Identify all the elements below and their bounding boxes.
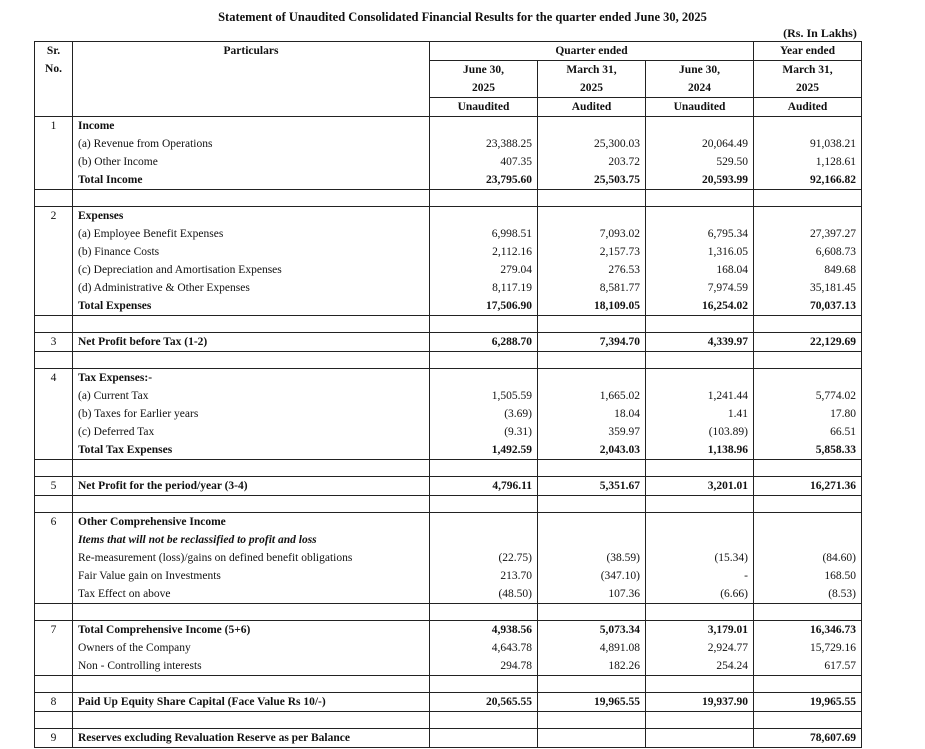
row-value: 4,796.11 <box>430 477 538 496</box>
row-label: Total Comprehensive Income (5+6) <box>73 621 430 640</box>
row-value: 70,037.13 <box>754 297 862 316</box>
row-value: 66.51 <box>754 423 862 441</box>
row-value: 254.24 <box>646 657 754 676</box>
table-row <box>35 693 862 712</box>
column-audit-status: Unaudited <box>646 98 754 117</box>
row-value: 15,729.16 <box>754 639 862 657</box>
spacer-row <box>35 712 862 729</box>
section-heading: Income <box>73 117 430 136</box>
row-label: (b) Taxes for Earlier years <box>73 405 430 423</box>
serial-number: 4 <box>35 369 73 388</box>
table-row <box>35 477 862 496</box>
row-label: Paid Up Equity Share Capital (Face Value Rs 10/-) <box>73 693 430 712</box>
row-value: 19,937.90 <box>646 693 754 712</box>
row-value: 7,974.59 <box>646 279 754 297</box>
row-value: 294.78 <box>430 657 538 676</box>
row-value: 617.57 <box>754 657 862 676</box>
row-value: 1,665.02 <box>538 387 646 405</box>
row-value: 1,316.05 <box>646 243 754 261</box>
row-value: 5,858.33 <box>754 441 862 460</box>
row-value: 16,254.02 <box>646 297 754 316</box>
table-row <box>35 549 862 567</box>
row-value: 7,394.70 <box>538 333 646 352</box>
row-value: 3,179.01 <box>646 621 754 640</box>
serial-number: 9 <box>35 729 73 748</box>
row-value: 168.50 <box>754 567 862 585</box>
row-label: Reserves excluding Revaluation Reserve as per Balance <box>73 729 430 748</box>
table-row <box>35 423 862 441</box>
row-value: 3,201.01 <box>646 477 754 496</box>
row-value: 1,505.59 <box>430 387 538 405</box>
row-label: (a) Employee Benefit Expenses <box>73 225 430 243</box>
row-value <box>538 729 646 748</box>
row-value: 168.04 <box>646 261 754 279</box>
row-label: (a) Revenue from Operations <box>73 135 430 153</box>
table-row <box>35 333 862 352</box>
row-label: (c) Depreciation and Amortisation Expenses <box>73 261 430 279</box>
row-value: 6,795.34 <box>646 225 754 243</box>
spacer-row <box>35 316 862 333</box>
row-value: 8,117.19 <box>430 279 538 297</box>
row-value: 279.04 <box>430 261 538 279</box>
row-value: 4,339.97 <box>646 333 754 352</box>
statement-title: Statement of Unaudited Consolidated Financial Results for the quarter ended June 30, 2025 <box>218 10 707 24</box>
section-subheading: Items that will not be reclassified to profit and loss <box>73 531 430 549</box>
row-value: 20,064.49 <box>646 135 754 153</box>
serial-number: 1 <box>35 117 73 136</box>
row-value: 359.97 <box>538 423 646 441</box>
section-heading: Tax Expenses:- <box>73 369 430 388</box>
table-row <box>35 585 862 604</box>
serial-number: 8 <box>35 693 73 712</box>
table-row <box>35 279 862 297</box>
row-value: 4,938.56 <box>430 621 538 640</box>
row-value: 6,288.70 <box>430 333 538 352</box>
sr-header: Sr. <box>35 42 73 61</box>
row-value: 25,300.03 <box>538 135 646 153</box>
column-date-line2: 2025 <box>538 79 646 98</box>
table-row <box>35 171 862 190</box>
table-row <box>35 567 862 585</box>
row-value: 5,073.34 <box>538 621 646 640</box>
section-heading-row <box>35 531 862 549</box>
row-value: (9.31) <box>430 423 538 441</box>
spacer-row <box>35 352 862 369</box>
row-value <box>430 729 538 748</box>
row-value: 17.80 <box>754 405 862 423</box>
row-value: (3.69) <box>430 405 538 423</box>
section-heading-row <box>35 513 862 532</box>
section-heading-row <box>35 207 862 226</box>
row-value: 25,503.75 <box>538 171 646 190</box>
column-audit-status: Unaudited <box>430 98 538 117</box>
row-value: 213.70 <box>430 567 538 585</box>
spacer-row <box>35 190 862 207</box>
serial-number: 6 <box>35 513 73 532</box>
column-date-line1: June 30, <box>646 61 754 80</box>
spacer-row <box>35 676 862 693</box>
row-value: 1,241.44 <box>646 387 754 405</box>
row-value: 8,581.77 <box>538 279 646 297</box>
table-row <box>35 405 862 423</box>
spacer-row <box>35 604 862 621</box>
row-value: (6.66) <box>646 585 754 604</box>
row-value: 19,965.55 <box>754 693 862 712</box>
row-value: (38.59) <box>538 549 646 567</box>
row-label: Fair Value gain on Investments <box>73 567 430 585</box>
row-value: 182.26 <box>538 657 646 676</box>
row-value: 5,774.02 <box>754 387 862 405</box>
row-label: (a) Current Tax <box>73 387 430 405</box>
row-value: 23,795.60 <box>430 171 538 190</box>
row-value: - <box>646 567 754 585</box>
row-value: 35,181.45 <box>754 279 862 297</box>
row-value: (15.34) <box>646 549 754 567</box>
row-value: 2,043.03 <box>538 441 646 460</box>
row-value: (22.75) <box>430 549 538 567</box>
column-date-line1: March 31, <box>538 61 646 80</box>
row-value <box>646 729 754 748</box>
row-value: 91,038.21 <box>754 135 862 153</box>
row-label: Total Tax Expenses <box>73 441 430 460</box>
row-value: (48.50) <box>430 585 538 604</box>
column-audit-status: Audited <box>538 98 646 117</box>
row-value: 19,965.55 <box>538 693 646 712</box>
row-value: (103.89) <box>646 423 754 441</box>
row-label: Tax Effect on above <box>73 585 430 604</box>
row-value: 1,492.59 <box>430 441 538 460</box>
row-value: 203.72 <box>538 153 646 171</box>
table-row <box>35 621 862 640</box>
no-header: No. <box>35 61 73 80</box>
serial-number: 2 <box>35 207 73 226</box>
row-value: 4,891.08 <box>538 639 646 657</box>
table-row <box>35 261 862 279</box>
row-label: Net Profit for the period/year (3-4) <box>73 477 430 496</box>
row-value: 1,138.96 <box>646 441 754 460</box>
column-audit-status: Audited <box>754 98 862 117</box>
row-value: 27,397.27 <box>754 225 862 243</box>
row-value: (84.60) <box>754 549 862 567</box>
financial-results-table <box>34 41 862 748</box>
particulars-header: Particulars <box>73 42 430 61</box>
column-date-line2: 2025 <box>754 79 862 98</box>
table-row <box>35 243 862 261</box>
section-heading-row <box>35 369 862 388</box>
row-value: 1,128.61 <box>754 153 862 171</box>
row-value: (8.53) <box>754 585 862 604</box>
serial-number: 3 <box>35 333 73 352</box>
year-ended-header: Year ended <box>754 42 862 61</box>
row-value: 529.50 <box>646 153 754 171</box>
row-value: 5,351.67 <box>538 477 646 496</box>
row-value: 17,506.90 <box>430 297 538 316</box>
row-label: Re-measurement (loss)/gains on defined benefit obligations <box>73 549 430 567</box>
table-row <box>35 135 862 153</box>
row-value: 16,346.73 <box>754 621 862 640</box>
row-value: 107.36 <box>538 585 646 604</box>
column-date-line1: June 30, <box>430 61 538 80</box>
row-value: 2,924.77 <box>646 639 754 657</box>
row-value: 407.35 <box>430 153 538 171</box>
section-heading-row <box>35 117 862 136</box>
row-value: 18,109.05 <box>538 297 646 316</box>
row-label: (b) Finance Costs <box>73 243 430 261</box>
row-value: 20,593.99 <box>646 171 754 190</box>
quarter-ended-header: Quarter ended <box>430 42 754 61</box>
row-value: 6,608.73 <box>754 243 862 261</box>
table-row <box>35 657 862 676</box>
row-value: 1.41 <box>646 405 754 423</box>
row-label: Net Profit before Tax (1-2) <box>73 333 430 352</box>
row-value: 6,998.51 <box>430 225 538 243</box>
row-value: 92,166.82 <box>754 171 862 190</box>
table-row <box>35 225 862 243</box>
row-label: (c) Deferred Tax <box>73 423 430 441</box>
column-date-line2: 2025 <box>430 79 538 98</box>
table-row <box>35 639 862 657</box>
table-row <box>35 729 862 748</box>
table-row <box>35 153 862 171</box>
row-value: 4,643.78 <box>430 639 538 657</box>
row-label: (b) Other Income <box>73 153 430 171</box>
table-row <box>35 441 862 460</box>
serial-number: 7 <box>35 621 73 640</box>
serial-number: 5 <box>35 477 73 496</box>
row-value: 276.53 <box>538 261 646 279</box>
units-note: (Rs. In Lakhs) <box>783 26 857 40</box>
row-value: 18.04 <box>538 405 646 423</box>
row-label: Total Income <box>73 171 430 190</box>
section-heading: Expenses <box>73 207 430 226</box>
row-label: Owners of the Company <box>73 639 430 657</box>
row-label: Total Expenses <box>73 297 430 316</box>
row-value: 2,157.73 <box>538 243 646 261</box>
column-date-line1: March 31, <box>754 61 862 80</box>
row-label: Non - Controlling interests <box>73 657 430 676</box>
row-value: 22,129.69 <box>754 333 862 352</box>
row-label: (d) Administrative & Other Expenses <box>73 279 430 297</box>
section-heading: Other Comprehensive Income <box>73 513 430 532</box>
row-value: 20,565.55 <box>430 693 538 712</box>
row-value: (347.10) <box>538 567 646 585</box>
spacer-row <box>35 460 862 477</box>
row-value: 78,607.69 <box>754 729 862 748</box>
row-value: 16,271.36 <box>754 477 862 496</box>
table-row <box>35 297 862 316</box>
spacer-row <box>35 496 862 513</box>
row-value: 2,112.16 <box>430 243 538 261</box>
column-date-line2: 2024 <box>646 79 754 98</box>
row-value: 849.68 <box>754 261 862 279</box>
row-value: 7,093.02 <box>538 225 646 243</box>
table-row <box>35 387 862 405</box>
row-value: 23,388.25 <box>430 135 538 153</box>
